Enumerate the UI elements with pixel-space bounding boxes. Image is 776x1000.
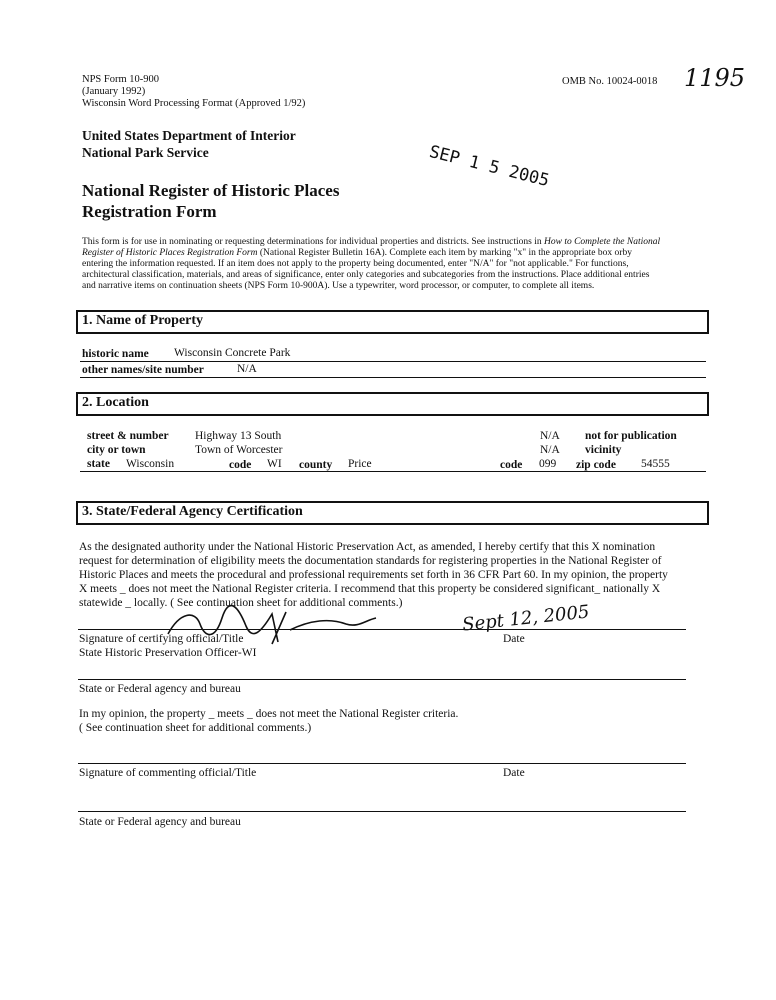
opinion-line2: ( See continuation sheet for additional comments.): [79, 722, 312, 734]
divider: [80, 471, 706, 472]
comment-signature-label: Signature of commenting official/Title: [79, 767, 257, 779]
certification-line5: statewide _ locally. ( See continuation sheet for additional comments.): [79, 597, 403, 609]
divider: [80, 361, 706, 362]
street-na: N/A: [540, 430, 560, 442]
state-label: state: [87, 458, 110, 470]
county-label: county: [299, 459, 333, 471]
date-label: Date: [503, 633, 525, 645]
certification-line1: As the designated authority under the National Historic Preservation Act, as amended, I hereby certify that this X nomination: [79, 541, 656, 553]
comment-signature-line: [78, 763, 686, 764]
divider: [80, 377, 706, 378]
comment-date-label: Date: [503, 767, 525, 779]
opinion-line1: In my opinion, the property _ meets _ does not meet the National Register criteria.: [79, 708, 459, 720]
not-for-publication: not for publication: [585, 430, 677, 442]
agency-bureau-label-2: State or Federal agency and bureau: [79, 816, 241, 828]
zip-label: zip code: [576, 459, 616, 471]
certification-text: [79, 540, 709, 610]
format-note: Wisconsin Word Processing Format (Approved 1/92): [82, 98, 306, 109]
signed-date: Sept 12, 2005: [461, 601, 591, 636]
form-date: (January 1992): [82, 86, 146, 97]
vicinity-label: vicinity: [585, 444, 622, 456]
street-label: street & number: [87, 430, 169, 442]
instructions: [82, 237, 707, 292]
other-names-label: other names/site number: [82, 364, 204, 376]
historic-name-label: historic name: [82, 348, 149, 360]
instructions-line5: and narrative items on continuation sheets (NPS Form 10-900A). Use a typewriter, word processor, or computer, to complete all items.: [82, 281, 595, 291]
section1-heading: 1. Name of Property: [82, 313, 204, 328]
city-na: N/A: [540, 444, 560, 456]
instructions-line3: entering the information requested. If an item does not apply to the property being documented, enter "N/A" for "not applicable." For functions,: [82, 259, 629, 269]
section3-heading: 3. State/Federal Agency Certification: [82, 504, 303, 519]
instructions-line4: architectural classification, materials, and areas of significance, enter only categories and subcategories from the instructions. Place additional entries: [82, 270, 650, 280]
instructions-line1a: This form is for use in nominating or requesting determinations for individual properties and districts. See instructions in: [82, 237, 544, 247]
city-label: city or town: [87, 444, 146, 456]
received-date-stamp: SEP 1 5 2005: [427, 142, 552, 192]
form-title-line1: National Register of Historic Places: [82, 181, 340, 200]
county-value: Price: [348, 458, 372, 470]
agency-line1: United States Department of Interior: [82, 128, 296, 143]
section2-heading: 2. Location: [82, 395, 149, 410]
agency-line: [78, 679, 686, 680]
signature-label: Signature of certifying official/Title: [79, 633, 244, 645]
agency-line2: National Park Service: [82, 145, 209, 160]
state-code-label: code: [229, 459, 252, 471]
instructions-line2a: Register of Historic Places Registration Form: [82, 248, 258, 258]
historic-name-value: Wisconsin Concrete Park: [174, 347, 291, 359]
handwritten-number: 1195: [684, 64, 746, 92]
agency-bureau-label: State or Federal agency and bureau: [79, 683, 241, 695]
signature-line: [78, 629, 686, 630]
zip-value: 54555: [641, 458, 670, 470]
section2-header: [76, 392, 709, 416]
city-value: Town of Worcester: [195, 444, 283, 456]
officer-title: State Historic Preservation Officer-WI: [79, 647, 257, 659]
agency-line-2: [78, 811, 686, 812]
form-number: NPS Form 10-900: [82, 74, 160, 85]
street-value: Highway 13 South: [195, 430, 282, 442]
omb-number: OMB No. 10024-0018: [562, 76, 658, 87]
instructions-line2b: (National Register Bulletin 16A). Complete each item by marking "x" in the appropriate box orby: [257, 248, 632, 258]
county-code-value: 099: [539, 458, 557, 470]
state-code-value: WI: [267, 458, 282, 470]
certification-line2: request for determination of eligibility meets the documentation standards for registering properties in the National Register of: [79, 555, 662, 567]
section1-header: [76, 310, 709, 334]
section3-header: [76, 501, 709, 525]
state-value: Wisconsin: [126, 458, 175, 470]
county-code-label: code: [500, 459, 523, 471]
certification-line4: X meets _ does not meet the National Register criteria. I recommend that this property be considered significant_ nationally X: [79, 583, 661, 595]
form-title-line2: Registration Form: [82, 202, 217, 221]
other-names-value: N/A: [237, 363, 257, 375]
certification-line3: Historic Places and meets the procedural and professional requirements set forth in 36 CFR Part 60. In my opinion, the property: [79, 569, 668, 581]
instructions-line1b: How to Complete the National: [544, 237, 661, 247]
